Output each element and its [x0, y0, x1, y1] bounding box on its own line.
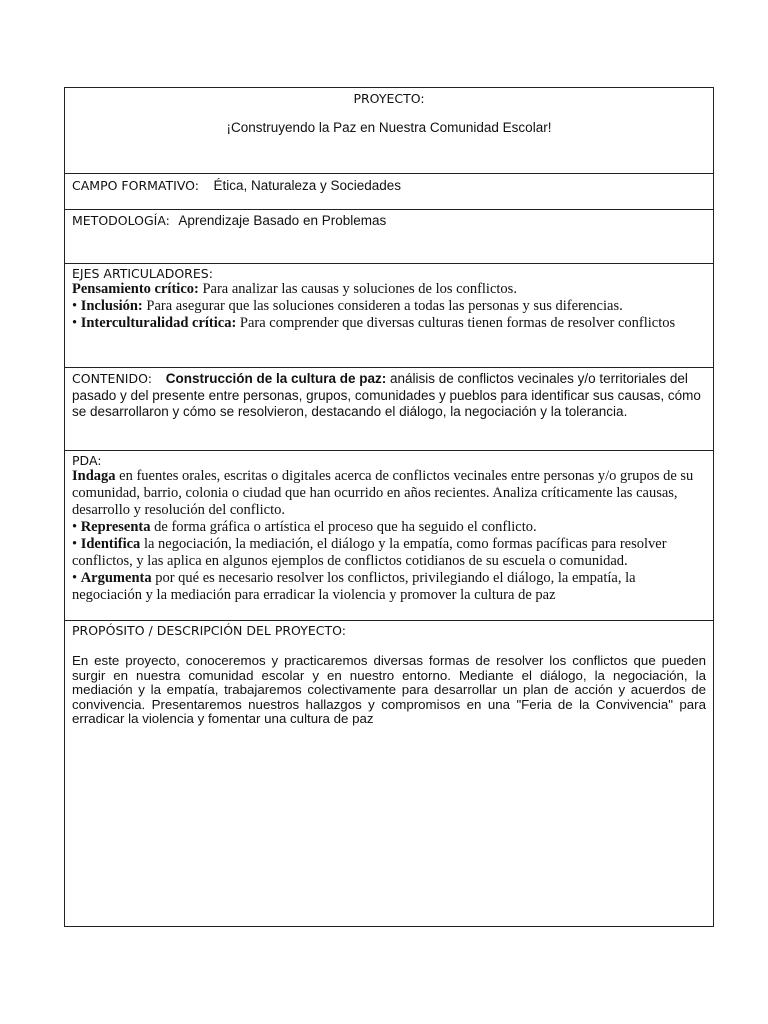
pda-item [72, 570, 706, 604]
contenido-label: CONTENIDO: [72, 371, 152, 386]
pda-item-term: Argumenta [80, 570, 152, 586]
ejes-articuladores-row [65, 264, 713, 368]
metodologia-label: METODOLOGÍA: [72, 213, 170, 228]
pda-item-bullet: • [72, 570, 81, 586]
pda-item-text: la negociación, la mediación, el diálogo y la empatía, como formas pacíficas para resolver conflictos, y las aplica en algunos ejemplos de conflictos cotidianos de su escuela o comunidad. [72, 536, 667, 569]
pda-label: PDA: [72, 453, 102, 468]
pda-item-bullet: • [72, 536, 81, 552]
metodologia-row [65, 210, 713, 264]
pda-item [72, 519, 706, 536]
ejes-item [72, 315, 706, 332]
pda-item-text: de forma gráfica o artística el proceso que ha seguido el conflicto. [150, 519, 537, 535]
campo-formativo-row [65, 174, 713, 210]
campo-formativo-value: Ética, Naturaleza y Sociedades [213, 178, 402, 193]
ejes-item-term: Pensamiento crítico: [72, 281, 199, 297]
pda-item-bullet: • [72, 519, 81, 535]
project-label: PROYECTO: [353, 91, 425, 106]
pda-item-term: Representa [80, 519, 151, 535]
contenido-row [65, 368, 713, 451]
metodologia-value: Aprendizaje Basado en Problemas [178, 213, 387, 228]
contenido-term: Construcción de la cultura de paz: [165, 371, 387, 386]
pda-item-text: por qué es necesario resolver los conflictos, privilegiando el diálogo, la empatía, la negociación y la mediación para erradicar la violencia y promover la cultura de paz [72, 570, 636, 603]
ejes-item-term: Inclusión: [80, 298, 143, 314]
pda-item [72, 468, 706, 519]
proposito-row [65, 621, 713, 926]
project-title-row [65, 88, 713, 174]
ejes-item-text: Para analizar las causas y soluciones de los conflictos. [198, 281, 517, 297]
ejes-item [72, 298, 706, 315]
pda-item-text: en fuentes orales, escritas o digitales acerca de conflictos vecinales entre personas y/o grupos de su comunidad, barrio, colonia o ciudad que han ocurrido en años recientes. Analiza críticamente las causas, desarrollo y resolución del conflicto. [72, 468, 694, 518]
ejes-item-bullet: • [72, 298, 81, 314]
contenido-text: análisis de conflictos vecinales y/o territoriales del pasado y del presente entre personas, grupos, comunidades y pueblos para identificar sus causas, cómo se desarrollaron y cómo se resolvieron, destacando el diálogo, la negociación y la tolerancia. [72, 371, 701, 419]
pda-item-term: Identifica [80, 536, 141, 552]
campo-formativo-label: CAMPO FORMATIVO: [72, 178, 199, 193]
ejes-item-bullet: • [72, 315, 81, 331]
ejes-item-term: Interculturalidad crítica: [80, 315, 237, 331]
pda-row [65, 451, 713, 621]
ejes-item-text: Para asegurar que las soluciones consideren a todas las personas y sus diferencias. [142, 298, 623, 314]
ejes-label: EJES ARTICULADORES: [72, 266, 213, 281]
proposito-label: PROPÓSITO / DESCRIPCIÓN DEL PROYECTO: [72, 623, 346, 638]
pda-item-term: Indaga [72, 468, 116, 484]
ejes-item [72, 281, 706, 298]
project-title: ¡Construyendo la Paz en Nuestra Comunidad Escolar! [226, 120, 552, 135]
pda-item [72, 536, 706, 570]
ejes-item-text: Para comprender que diversas culturas tienen formas de resolver conflictos [236, 315, 676, 331]
project-table [64, 87, 714, 927]
proposito-text: En este proyecto, conoceremos y practicaremos diversas formas de resolver los conflictos que pueden surgir en nuestra comunidad escolar y en nuestro entorno. Mediante el diálogo, la negociación, la mediación y la empatía, trabajaremos colectivamente para desarrollar un plan de acción y acuerdos de convivencia. Presentaremos nuestros hallazgos y compromisos en una "Feria de la Convivencia" para erradicar la violencia y fomentar una cultura de paz [72, 653, 706, 726]
